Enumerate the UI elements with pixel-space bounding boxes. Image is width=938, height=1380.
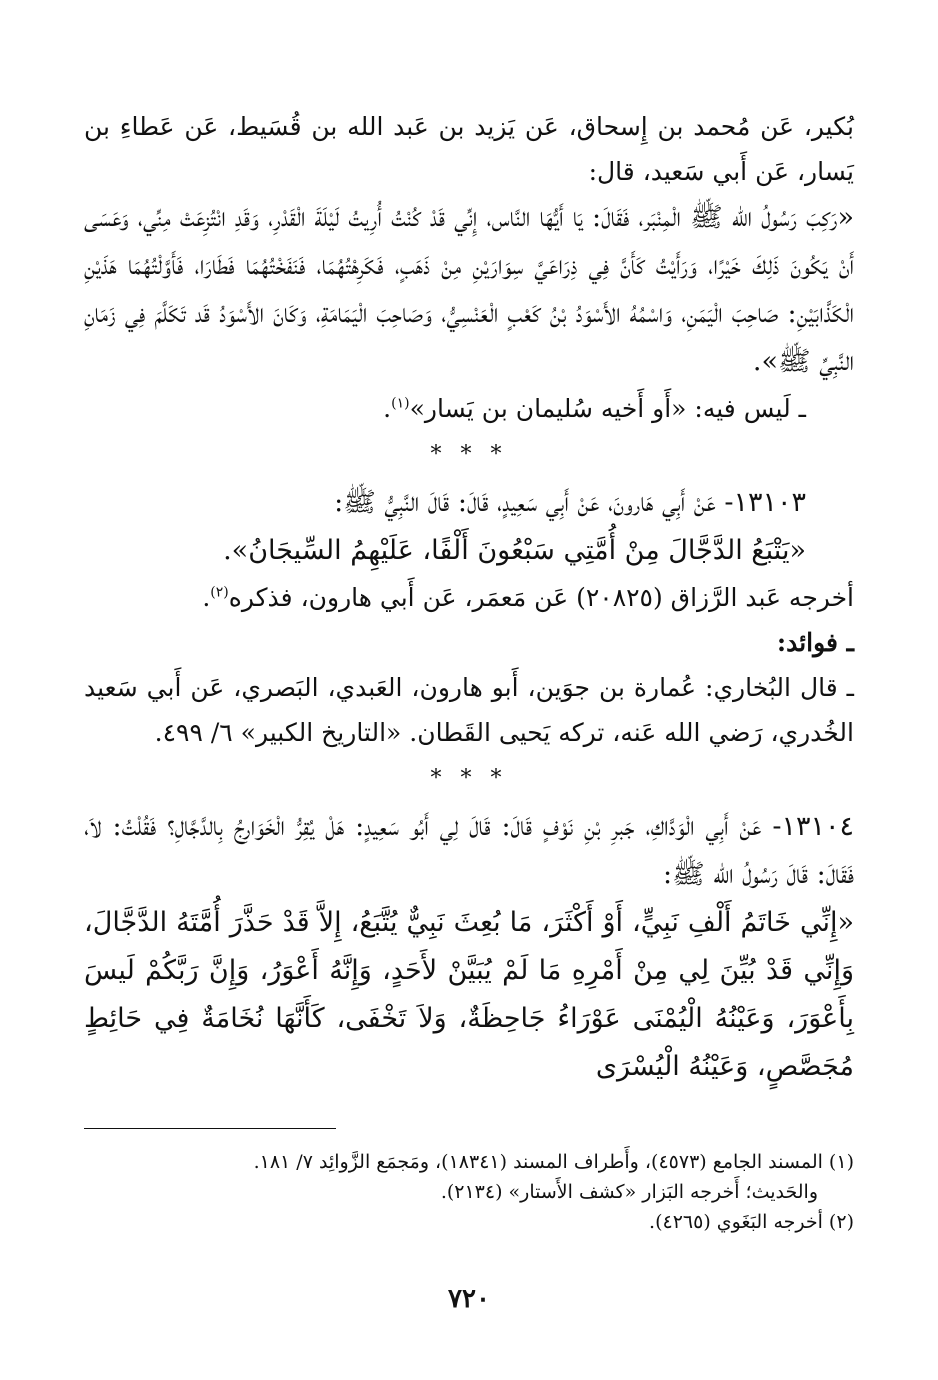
takhrij-line: أخرجه عَبد الرَّزاق (٢٠٨٢٥) عَن مَعمَر، عَن أَبي هارون، فذكره$^{(٢)}$. bbox=[202, 583, 854, 612]
hadith-heading-13104: ١٣١٠٤- عَنْ أَبِي الْوَدَّاكِ، جَبرِ بْنِ نَوْفٍ قَالَ: قَالَ لِي أَبُو سَعِيدٍ: هَلْ يُقِرُّ الْخَوَارِجُ بِالدَّجَّالِ؟ فَقُلْتُ: لاَ، فَقَالَ: قَالَ رَسُولُ الله ﷺ: bbox=[84, 811, 854, 890]
page-number: ٧٢٠ bbox=[448, 1284, 490, 1314]
note-text: ـ لَيس فيه: «أَو أَخيه سُليمان بن يَسار» bbox=[409, 394, 806, 423]
footnotes bbox=[84, 1128, 854, 1237]
hadith-text: «رَكِبَ رَسُولُ الله ﷺ الْمِنْبَر، فَقَالَ: يَا أَيُّهَا النَّاس، إِنِّي قَدْ كُنْتُ أُرِيتُ لَيْلَةَ الْقَدْرِ، وَقَدِ انْتُزِعَتْ مِنِّي، وَعَسَى أَنْ يَكُونَ ذَلِكَ خَيْرًا، وَرَأَيْتُ كَأَنَّ فِي ذِرَاعَيَّ سِوَارَيْنِ مِنْ ذَهَبٍ، فَكَرِهْتُهُمَا، فَنَفَخْتُهُمَا فَطَارَا، فَأَوَّلْتُهُمَا هَذَيْنِ الْكَذَّابَيْنِ: صَاحِبَ الْيَمَنِ، وَاسْمُهُ الأَسْوَدُ بْنُ كَعْبٍ الْعَنْسِيُّ، وَصَاحِبَ الْيَمَامَةِ، وَكَانَ الأَسْوَدُ قَد تَكَلَّمَ فِي زَمَانِ النَّبِيِّ ﷺ». bbox=[84, 202, 854, 377]
footnote-1: (١) المسند الجامع (٤٥٧٣)، وأَطراف المسند (١٨٣٤١)، ومَجمَع الزَّوائِد ٧/ ١٨١. bbox=[253, 1151, 854, 1173]
footnote-2: (٢) أخرجه البَغَوي (٤٢٦٥). bbox=[649, 1211, 854, 1233]
footnote-1-continuation: والحَديث؛ أَخرجه البَزار «كشف الأَستار» (٢١٣٤). bbox=[440, 1181, 818, 1203]
main-text bbox=[84, 104, 854, 1091]
footnote-ref-1: (١) bbox=[391, 395, 410, 412]
benefits-heading: ـ فوائد: bbox=[776, 628, 854, 657]
hadith-text: «إِنِّي خَاتَمُ أَلْفِ نَبِيٍّ، أَوْ أَكْثَرَ، مَا بُعِثَ نَبِيٌّ يُتَّبَعُ، إِلاَّ قَدْ حَذَّرَ أُمَّتَهُ الدَّجَّالَ، وَإِنِّي قَدْ بُيِّنَ لِي مِنْ أَمْرِهِ مَا لَمْ يُبَيَّنْ لأَحَدٍ، وَإِنَّهُ أَعْوَرُ، وَإِنَّ رَبَّكُمْ لَيسَ بِأَعْوَرَ، وَعَيْنُهُ الْيُمْنَى عَوْرَاءُ جَاحِظَةٌ، وَلاَ تَخْفَى، كَأَنَّهَا نُخَامَةٌ فِي حَائِطٍ مُجَصَّصٍ، وَعَيْنُهُ الْيُسْرَى bbox=[84, 907, 854, 1082]
section-separator: * * * bbox=[430, 766, 508, 791]
note-line: ـ لَيس فيه: «أَو أَخيه سُليمان بن يَسار»$^{(١)}$. bbox=[383, 394, 806, 423]
footnote-ref-2: (٢) bbox=[210, 584, 229, 601]
section-separator: * * * bbox=[430, 442, 508, 467]
paragraph-chain-end: بُكير، عَن مُحمد بن إِسحاق، عَن يَزيد بن عَبد الله بن قُسَيط، عَن عَطاءِ بن يَسار، عَن أَبي سَعيد، قال: bbox=[84, 112, 854, 186]
takhrij-text: أخرجه عَبد الرَّزاق (٢٠٨٢٥) عَن مَعمَر، عَن أَبي هارون، فذكره bbox=[228, 583, 854, 612]
footnote-divider bbox=[84, 1128, 336, 1129]
hadith-heading-13103: ١٣١٠٣- عَنْ أَبِي هَارونَ، عَنْ أَبِي سَعِيدٍ، قَالَ: قَالَ النَّبِيُّ ﷺ: bbox=[334, 487, 806, 518]
hadith-text: «يَتْبَعُ الدَّجَّالَ مِنْ أُمَّتِي سَبْعُونَ أَلْفًا، عَلَيْهِمُ السِّيجَانُ». bbox=[223, 535, 806, 566]
benefits-text: ـ قال البُخاري: عُمارة بن جوَين، أَبو هارون، العَبدي، البَصري، عَن أَبي سَعيد الخُدري، رَضي الله عَنه، تركه يَحيى القَطان. «التاريخ الكبير» ٦/ ٤٩٩. bbox=[84, 673, 854, 747]
